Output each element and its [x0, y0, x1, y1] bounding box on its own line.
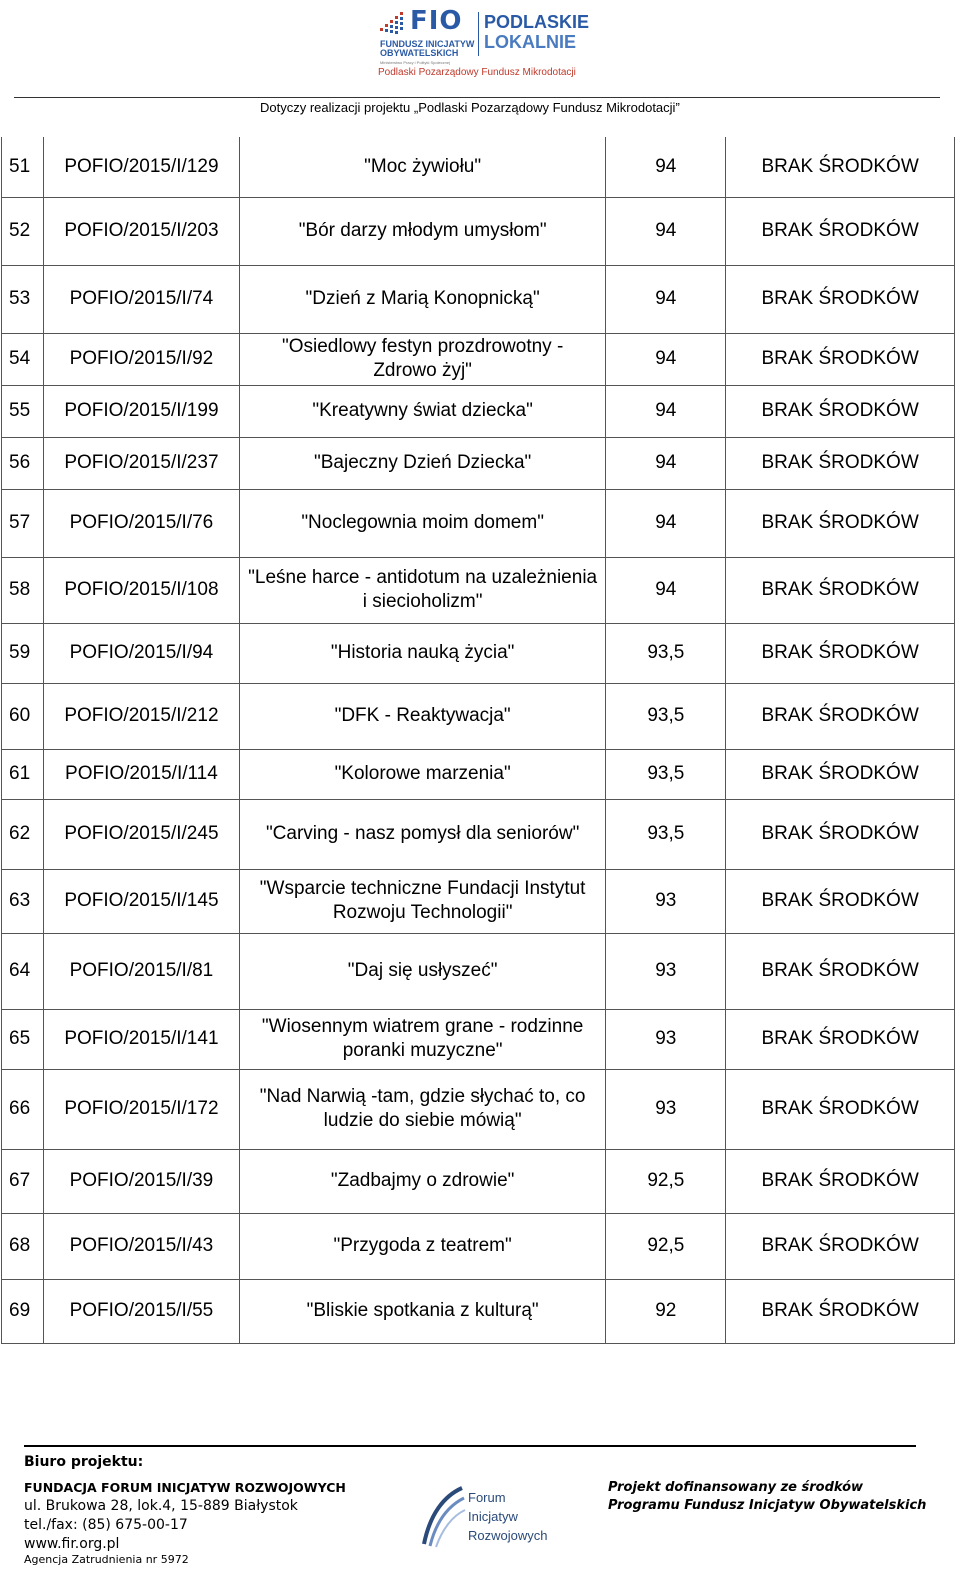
points-cell: 92,5 — [606, 1213, 726, 1279]
project-title-cell: "Przygoda z teatrem" — [239, 1213, 606, 1279]
application-number-cell: POFIO/2015/I/114 — [43, 749, 239, 799]
application-number-cell: POFIO/2015/I/39 — [43, 1149, 239, 1213]
status-cell: BRAK ŚRODKÓW — [726, 1213, 955, 1279]
footer-project-line2: Programu Fundusz Inicjatyw Obywatelskich — [608, 1498, 927, 1513]
row-number-cell: 67 — [2, 1149, 44, 1213]
project-title-cell: "Daj się usłyszeć" — [239, 933, 606, 1009]
logo-lokalnie: LOKALNIE — [484, 32, 576, 52]
status-cell: BRAK ŚRODKÓW — [726, 799, 955, 869]
application-number-cell: POFIO/2015/I/141 — [43, 1009, 239, 1069]
points-cell: 93,5 — [606, 683, 726, 749]
status-cell: BRAK ŚRODKÓW — [726, 623, 955, 683]
logo-divider — [478, 12, 479, 56]
status-cell: BRAK ŚRODKÓW — [726, 265, 955, 333]
project-title-cell: "Zadbajmy o zdrowie" — [239, 1149, 606, 1213]
points-cell: 92 — [606, 1279, 726, 1343]
logo-tagline: Podlaski Pozarządowy Fundusz Mikrodotacji — [378, 67, 576, 78]
logo-podlaskie-lokalnie — [484, 12, 589, 52]
table-row — [2, 1279, 955, 1343]
row-number-cell: 64 — [2, 933, 44, 1009]
project-title-cell: "Wiosennym wiatrem grane - rodzinne poranki muzyczne" — [239, 1009, 606, 1069]
project-title-cell: "Bór darzy młodym umysłom" — [239, 197, 606, 265]
project-title-cell: "Moc żywiołu" — [239, 137, 606, 197]
logo-podlaskie: PODLASKIE — [484, 12, 590, 32]
row-number-cell: 62 — [2, 799, 44, 869]
table-row — [2, 1069, 955, 1149]
project-title-cell: "Bliskie spotkania z kulturą" — [239, 1279, 606, 1343]
forum-logo-text — [468, 1488, 547, 1545]
row-number-cell: 55 — [2, 385, 44, 437]
project-title-cell: "Dzień z Marią Konopnicką" — [239, 265, 606, 333]
application-number-cell: POFIO/2015/I/129 — [43, 137, 239, 197]
row-number-cell: 61 — [2, 749, 44, 799]
project-title-cell: "Osiedlowy festyn prozdrowotny - Zdrowo żyj" — [239, 333, 606, 385]
table-row — [2, 557, 955, 623]
status-cell: BRAK ŚRODKÓW — [726, 137, 955, 197]
row-number-cell: 65 — [2, 1009, 44, 1069]
points-cell: 93,5 — [606, 799, 726, 869]
points-cell: 94 — [606, 137, 726, 197]
application-number-cell: POFIO/2015/I/108 — [43, 557, 239, 623]
row-number-cell: 63 — [2, 869, 44, 933]
table-row — [2, 265, 955, 333]
table-row — [2, 197, 955, 265]
footer-phone: tel./fax: (85) 675-00-17 — [24, 1517, 188, 1533]
status-cell: BRAK ŚRODKÓW — [726, 385, 955, 437]
application-number-cell: POFIO/2015/I/81 — [43, 933, 239, 1009]
logo-fio-text: FIO — [410, 6, 463, 36]
row-number-cell: 66 — [2, 1069, 44, 1149]
points-cell: 93,5 — [606, 623, 726, 683]
points-cell: 94 — [606, 557, 726, 623]
project-title-cell: "Carving - nasz pomysł dla seniorów" — [239, 799, 606, 869]
table-row — [2, 799, 955, 869]
application-number-cell: POFIO/2015/I/237 — [43, 437, 239, 489]
table-row — [2, 869, 955, 933]
points-cell: 92,5 — [606, 1149, 726, 1213]
row-number-cell: 51 — [2, 137, 44, 197]
table-row — [2, 623, 955, 683]
application-number-cell: POFIO/2015/I/74 — [43, 265, 239, 333]
project-title-cell: "Noclegownia moim domem" — [239, 489, 606, 557]
project-title-cell: "DFK - Reaktywacja" — [239, 683, 606, 749]
table-row — [2, 385, 955, 437]
application-number-cell: POFIO/2015/I/94 — [43, 623, 239, 683]
results-table-body — [2, 137, 955, 1343]
forum-logo-icon — [420, 1484, 466, 1548]
points-cell: 93 — [606, 1069, 726, 1149]
status-cell: BRAK ŚRODKÓW — [726, 1009, 955, 1069]
row-number-cell: 58 — [2, 557, 44, 623]
forum-logo-line3: Rozwojowych — [468, 1528, 548, 1543]
dots-icon — [378, 10, 408, 38]
footer-divider — [24, 1445, 916, 1447]
status-cell: BRAK ŚRODKÓW — [726, 869, 955, 933]
row-number-cell: 69 — [2, 1279, 44, 1343]
table-row — [2, 683, 955, 749]
points-cell: 94 — [606, 333, 726, 385]
footer-project-line1: Projekt dofinansowany ze środków — [608, 1480, 864, 1495]
points-cell: 93 — [606, 869, 726, 933]
application-number-cell: POFIO/2015/I/203 — [43, 197, 239, 265]
table-row — [2, 489, 955, 557]
table-row — [2, 749, 955, 799]
project-title-cell: "Kreatywny świat dziecka" — [239, 385, 606, 437]
status-cell: BRAK ŚRODKÓW — [726, 557, 955, 623]
footer-website: www.fir.org.pl — [24, 1536, 120, 1552]
points-cell: 94 — [606, 385, 726, 437]
forum-logo-line1: Forum — [468, 1490, 506, 1505]
page-footer — [0, 1440, 960, 1577]
footer-address: ul. Brukowa 28, lok.4, 15-889 Białystok — [24, 1498, 298, 1514]
row-number-cell: 68 — [2, 1213, 44, 1279]
points-cell: 93 — [606, 933, 726, 1009]
application-number-cell: POFIO/2015/I/43 — [43, 1213, 239, 1279]
points-cell: 93,5 — [606, 749, 726, 799]
status-cell: BRAK ŚRODKÓW — [726, 749, 955, 799]
page-header — [0, 0, 960, 120]
application-number-cell: POFIO/2015/I/55 — [43, 1279, 239, 1343]
row-number-cell: 60 — [2, 683, 44, 749]
application-number-cell: POFIO/2015/I/92 — [43, 333, 239, 385]
table-row — [2, 137, 955, 197]
points-cell: 94 — [606, 265, 726, 333]
points-cell: 93 — [606, 1009, 726, 1069]
project-title-cell: "Historia nauką życia" — [239, 623, 606, 683]
fio-podlaskie-logo — [372, 4, 592, 82]
row-number-cell: 53 — [2, 265, 44, 333]
table-row — [2, 1213, 955, 1279]
application-number-cell: POFIO/2015/I/245 — [43, 799, 239, 869]
status-cell: BRAK ŚRODKÓW — [726, 1149, 955, 1213]
footer-organization: FUNDACJA FORUM INICJATYW ROZWOJOWYCH — [24, 1480, 346, 1495]
status-cell: BRAK ŚRODKÓW — [726, 683, 955, 749]
logo-fio-ministry: Ministerstwo Pracy i Polityki Społecznej — [380, 60, 451, 65]
table-row — [2, 437, 955, 489]
table-row — [2, 1009, 955, 1069]
row-number-cell: 56 — [2, 437, 44, 489]
row-number-cell: 52 — [2, 197, 44, 265]
status-cell: BRAK ŚRODKÓW — [726, 1069, 955, 1149]
forum-inicjatyw-logo — [420, 1484, 560, 1554]
forum-logo-line2: Inicjatyw — [468, 1509, 518, 1524]
project-title-cell: "Nad Narwią -tam, gdzie słychać to, co ludzie do siebie mówią" — [239, 1069, 606, 1149]
status-cell: BRAK ŚRODKÓW — [726, 197, 955, 265]
footer-agency-number: Agencja Zatrudnienia nr 5972 — [24, 1553, 189, 1566]
status-cell: BRAK ŚRODKÓW — [726, 1279, 955, 1343]
project-title-cell: "Bajeczny Dzień Dziecka" — [239, 437, 606, 489]
project-title-cell: "Wsparcie techniczne Fundacji Instytut Rozwoju Technologii" — [239, 869, 606, 933]
table-row — [2, 1149, 955, 1213]
points-cell: 94 — [606, 197, 726, 265]
status-cell: BRAK ŚRODKÓW — [726, 333, 955, 385]
table-row — [2, 333, 955, 385]
application-number-cell: POFIO/2015/I/145 — [43, 869, 239, 933]
footer-title: Biuro projektu: — [24, 1454, 144, 1470]
row-number-cell: 59 — [2, 623, 44, 683]
logo-fio-subtitle: FUNDUSZ INICJATYW OBYWATELSKICH — [380, 39, 475, 58]
application-number-cell: POFIO/2015/I/199 — [43, 385, 239, 437]
application-number-cell: POFIO/2015/I/212 — [43, 683, 239, 749]
status-cell: BRAK ŚRODKÓW — [726, 489, 955, 557]
table-row — [2, 933, 955, 1009]
results-table — [1, 137, 955, 1344]
application-number-cell: POFIO/2015/I/76 — [43, 489, 239, 557]
row-number-cell: 54 — [2, 333, 44, 385]
project-title-cell: "Kolorowe marzenia" — [239, 749, 606, 799]
status-cell: BRAK ŚRODKÓW — [726, 437, 955, 489]
header-subtitle: Dotyczy realizacji projektu „Podlaski Pozarządowy Fundusz Mikrodotacji” — [260, 100, 680, 115]
project-title-cell: "Leśne harce - antidotum na uzależnienia i siecioholizm" — [239, 557, 606, 623]
header-divider — [14, 97, 940, 98]
status-cell: BRAK ŚRODKÓW — [726, 933, 955, 1009]
points-cell: 94 — [606, 437, 726, 489]
application-number-cell: POFIO/2015/I/172 — [43, 1069, 239, 1149]
points-cell: 94 — [606, 489, 726, 557]
row-number-cell: 57 — [2, 489, 44, 557]
